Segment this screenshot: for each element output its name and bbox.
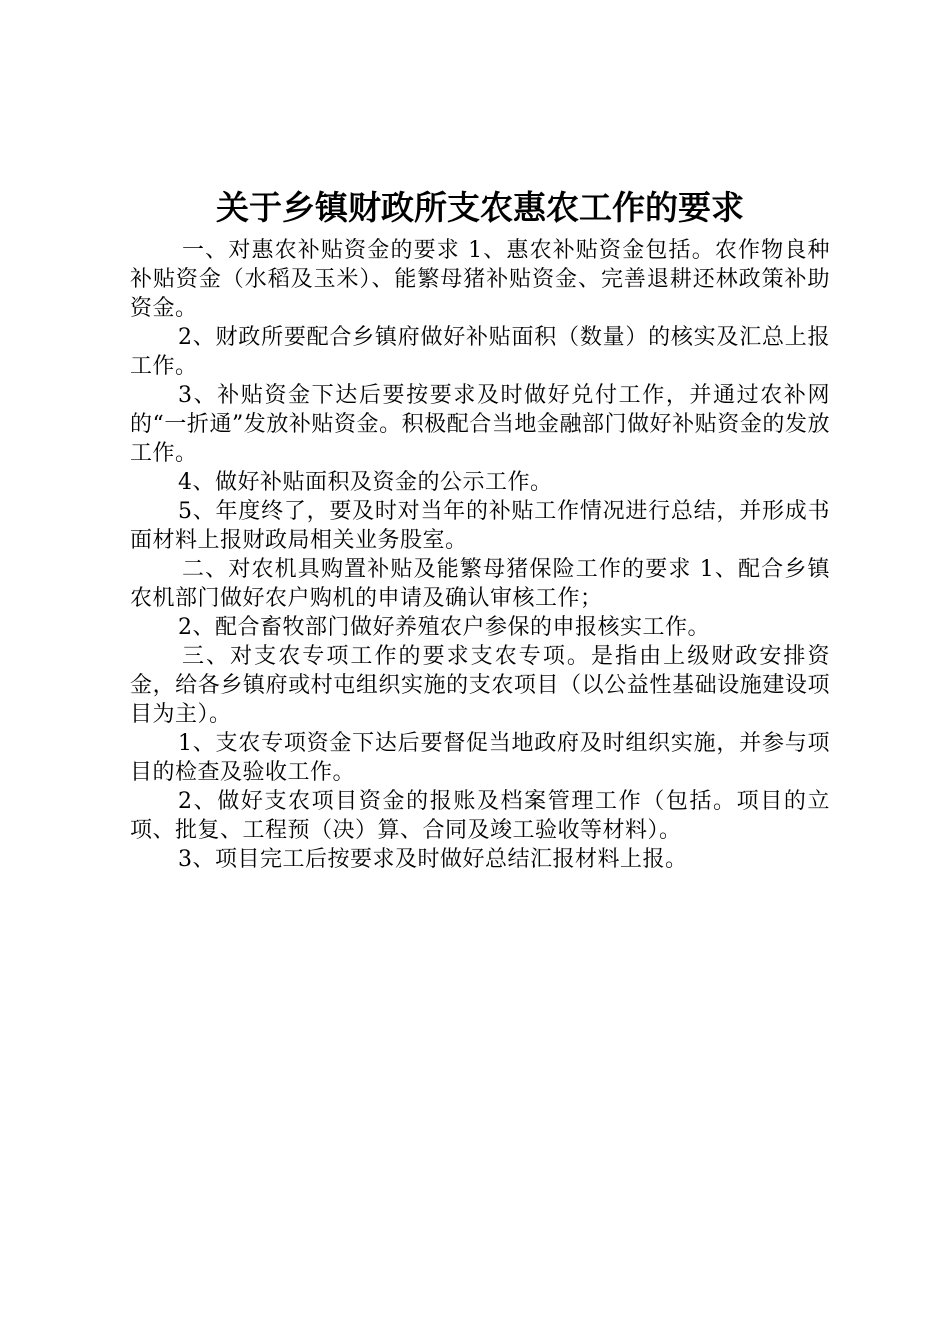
section-1-item-2: 2、财政所要配合乡镇府做好补贴面积（数量）的核实及汇总上报工作。: [130, 325, 830, 379]
section-1-item-3: 3、补贴资金下达后要按要求及时做好兑付工作，并通过农补网的“一折通”发放补贴资金。积极配合当地金融部门做好补贴资金的发放工作。: [130, 383, 830, 466]
section-1-item-5: 5、年度终了，要及时对当年的补贴工作情况进行总结，并形成书面材料上报财政局相关业务股室。: [130, 499, 830, 553]
document-body: [130, 236, 830, 874]
section-2-item-2: 2、配合畜牧部门做好养殖农户参保的申报核实工作。: [178, 615, 710, 640]
section-1-paragraph: 一、对惠农补贴资金的要求 1、惠农补贴资金包括。农作物良种补贴资金（水稻及玉米）、能繁母猪补贴资金、完善退耕还林政策补助资金。: [130, 238, 830, 321]
section-3-item-1: 1、支农专项资金下达后要督促当地政府及时组织实施，并参与项目的检查及验收工作。: [130, 731, 830, 785]
section-3-paragraph: 三、对支农专项工作的要求支农专项。是指由上级财政安排资金，给各乡镇府或村屯组织实施的支农项目（以公益性基础设施建设项目为主）。: [130, 644, 830, 727]
section-1-item-4: 4、做好补贴面积及资金的公示工作。: [178, 470, 553, 495]
section-3-item-2: 2、做好支农项目资金的报账及档案管理工作（包括。项目的立项、批复、工程预（决）算、合同及竣工验收等材料）。: [130, 789, 830, 843]
document-title: 关于乡镇财政所支农惠农工作的要求: [216, 188, 744, 227]
section-3-item-3: 3、项目完工后按要求及时做好总结汇报材料上报。: [178, 847, 688, 872]
section-2-paragraph: 二、对农机具购置补贴及能繁母猪保险工作的要求 1、配合乡镇农机部门做好农户购机的申请及确认审核工作；: [130, 557, 830, 611]
